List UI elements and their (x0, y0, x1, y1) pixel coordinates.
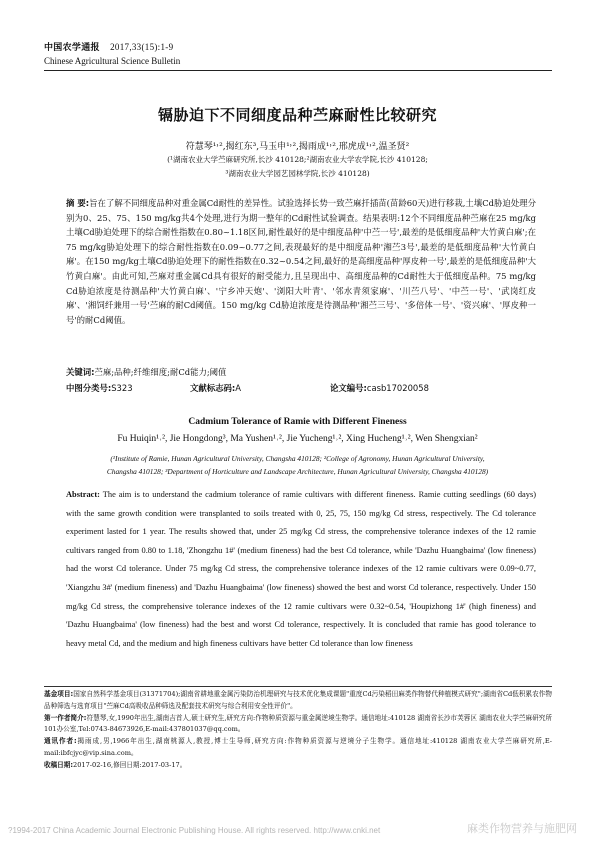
abstract-cn (66, 196, 536, 327)
abstract-cn-label: 摘 要: (66, 198, 90, 208)
doc-label: 文献标志码: (190, 383, 236, 393)
affiliation-en-line: (¹Institute of Ramie, Hunan Agricultural University, Changsha 410128; ²College of Agronomy, Hunan Agricultural University, (110, 454, 485, 463)
footnote-divider (44, 686, 552, 687)
footnote-label: 第一作者简介: (44, 713, 87, 722)
journal-volume: 2017,33(15):1-9 (110, 42, 174, 52)
document-code (190, 382, 241, 394)
footnote-text: 揭雨成,男,1966年出生,湖南桃源人,教授,博士生导师,研究方向:作物种质资源与逆境分子生物学。通信地址:410128 湖南农业大学苎麻研究所,E-mail:ibfcjyc@vip.sina.com。 (44, 737, 553, 757)
clc-label: 中图分类号: (66, 383, 112, 393)
paper-number (330, 382, 429, 394)
journal-header-cn (44, 40, 173, 53)
journal-name-en: Chinese Agricultural Science Bulletin (44, 56, 181, 66)
abstract-cn-text: 旨在了解不同细度品种对重金属Cd耐性的差异性。试验选择长势一致苎麻扦插苗(苗龄60天)进行移栽,土壤Cd胁迫处理分别为0、25、75、150 mg/kg共4个处理,进行为期一整年的Cd耐性试验调查。结果表明:12个不同细度品种苎麻在25 mg/kg土壤Cd胁迫处理下的综合耐性指数在0.80~1.18区间,耐性最好的是中细度品种'中苎一号',最差的是低细度品种'大竹黄白麻';在75 mg/kg胁迫处理下的综合耐性指数在0.09~0.77之间,表现最好的是中细度品种'湘苎3号',最差的是低细度品种'大竹黄白麻'。在150 mg/kg土壤Cd胁迫处理下的耐性指数在0.32~0.54之间,最好的是高细度品种'厚皮种一号',最差的是低细度品种'大竹黄白麻'。由此可知,苎麻对重金属Cd具有很好的耐受能力,且呈现出中、高细度品种的Cd耐性大于低细度品种。75 mg/kg Cd胁迫浓度是待测品种'大竹黄白麻'、'宁乡冲天炮'、'浏阳大叶青'、'邻水青须家麻'、'川苎八号'、'中苎一号'、'武岗红皮麻'、'湘饲纤兼用一号'苎麻的耐Cd阈值。150 mg/kg Cd胁迫浓度是待测品种'湘苎三号'、'多倍体一号'、'资兴麻'、'厚皮种一号'的耐Cd阈值。 (66, 198, 537, 325)
clc-number (66, 382, 133, 394)
footnote-text: 国家自然科学基金项目(31371704);湖南省耕地重金属污染防治机理研究与技术优化集成课题"重度Cd污染稻田麻类作物替代种植模式研究";湖南省Cd低积累农作物品种筛选与选育项目"苎麻Cd高吸收品种筛选及配套技术研究与综合利用安全性评价"。 (44, 690, 552, 710)
authors-en: Fu Huiqin¹˒², Jie Hongdong³, Ma Yushen¹˒², Jie Yucheng¹˒², Xing Hucheng¹˒², Wen Shengxian² (117, 434, 478, 444)
keywords-cn-label: 关键词: (66, 367, 95, 377)
abstract-en-text: The aim is to understand the cadmium tolerance of ramie cultivars with different fineness. Ramie cutting seedlings (60 days) with the same growth condition were transplanted to soils treated with 0, 25, 75, 150 mg/kg Cd stress, respectively. The Cd tolerance experiment lasted for 1 year. The results showed that, under 25 mg/kg Cd stress, the comprehensive tolerance indexes of the 12 ramie cultivars ranged from 0.80 to 1.18, 'Zhongzhu 1#' (medium fineness) had the best Cd tolerance, while 'Dazhu Huangbaima' (low fineness) had the worst Cd tolerance. Under 75 mg/kg Cd stress, the comprehensive tolerance indexes of the 12 ramie cultivars were 0.09~0.77, 'Xiangzhu 3#' (medium fineness) and 'Dazhu Huangbaima' (low fineness) showed the best and worst Cd tolerance, respectively. Under 150 mg/kg Cd stress, the comprehensive tolerance indexes of the 12 ramie cultivars were 0.32~0.54, 'Houpizhong 1#' (high fineness) and 'Dazhu Huangbaima' (low fineness) had the best and worst Cd tolerance, respectively. It is concluded that ramie has good tolerance to heavy metal Cd, and the medium and high fineness cultivars have better Cd tolerance than low fineness (66, 490, 536, 648)
doc-value: A (235, 383, 241, 393)
abstract-en-label: Abstract: (66, 490, 100, 499)
journal-name-cn: 中国农学通报 (44, 43, 100, 53)
paper-label: 论文编号: (330, 383, 367, 393)
footnotes (44, 689, 552, 772)
footnote-text: 符慧琴,女,1990年出生,湖南吉首人,硕士研究生,研究方向:作物种质资源与重金属逆境生物学。通信地址:410128 湖南省长沙市芙蓉区 湖南农业大学苎麻研究所101办公室,Tel:0743-8467392​6,E-mail:437801037@qq.com。 (44, 713, 552, 734)
footnote-dates (44, 760, 552, 772)
footnote-first-author (44, 713, 552, 737)
footnote-label: 收稿日期: (44, 760, 74, 769)
header-divider (44, 70, 552, 71)
affiliation-cn-line: (¹湖南农业大学苎麻研究所,长沙 410128;²湖南农业大学农学院,长沙 410128; (167, 155, 428, 164)
site-watermark: 麻类作物营养与施肥网 (467, 822, 577, 835)
footnote-corresponding-author (44, 736, 552, 760)
keywords-cn (66, 366, 536, 378)
affiliation-cn-line: ³湖南农业大学园艺园林学院,长沙 410128) (225, 169, 370, 178)
paper-title-cn: 镉胁迫下不同细度品种苎麻耐性比较研究 (157, 106, 437, 124)
affiliation-en-line: Changsha 410128; ³Department of Horticulture and Landscape Architecture, Hunan Agricultural University, Changsha 410128) (106, 467, 489, 476)
paper-value: casb17020058 (366, 383, 429, 393)
keywords-cn-text: 苎麻;品种;纤维细度;耐Cd能力;阈值 (94, 367, 227, 377)
abstract-en (66, 486, 536, 653)
authors-cn: 符慧琴¹˒²,揭红东³,马玉申¹˒²,揭雨成¹˒²,邢虎成¹˒²,温圣贤² (185, 142, 410, 152)
footnote-label: 基金项目: (44, 690, 74, 698)
footnote-funding (44, 689, 552, 713)
clc-value: S323 (111, 383, 133, 393)
footnote-text: 2017-02-16,修回日期:2017-03-17。 (73, 760, 187, 769)
copyright-notice: ?1994-2017 China Academic Journal Electronic Publishing House. All rights reserved. http://www.cnki.net (8, 826, 381, 835)
footnote-label: 通讯作者: (44, 737, 77, 746)
paper-title-en: Cadmium Tolerance of Ramie with Different Fineness (188, 417, 407, 427)
